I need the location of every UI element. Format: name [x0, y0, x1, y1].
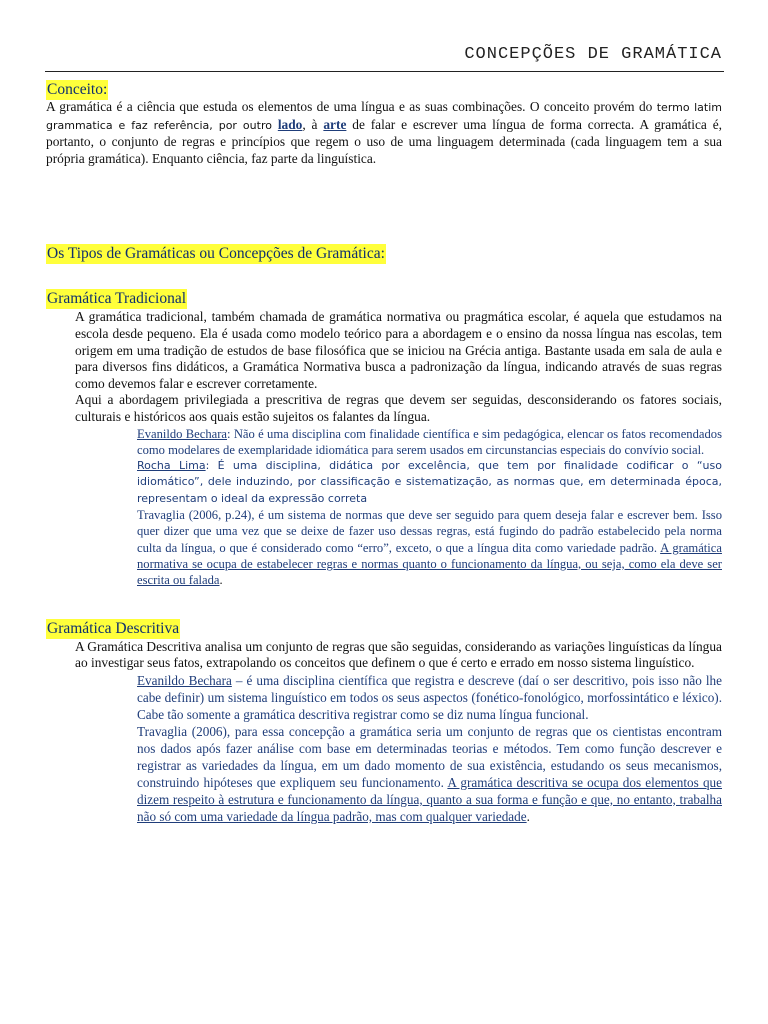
- descritiva-section: [75, 639, 722, 672]
- conceito-text-c: , à: [302, 116, 318, 132]
- quote-bechara-text: : Não é uma disciplina com finalidade científica e sim pedagógica, elencar os fatos recomendados como modelares de exemplaridade idiomática para serem usados em circunstancias especiais do convívio social.: [137, 426, 722, 457]
- header-divider: [45, 71, 724, 72]
- author-bechara-descritiva: Evanildo Bechara: [137, 672, 232, 688]
- quote-travaglia-text: Travaglia (2006, p.24), é um sistema de normas que deve ser seguido para quem deseja falar e escrever bem. Isso quer dizer que uma vez que se deixe de fazer uso dessas regras, está fugindo do padrão estabelecido pela norma culta da língua, o que é considerado como “erro”, exceto, o que a língua dita como variedade padrão.: [137, 508, 722, 555]
- quote-travaglia-descritiva-text: Travaglia (2006), para essa concepção a gramática seria um conjunto de regras que os cientistas encontram nos dados após fazer análise com base em determinadas teorias e métodos. Tem como função descrever e registrar as variedades da língua, em um dado momento de sua existência, estudando os seus mecanismos, construindo hipóteses que expliquem seu funcionamento.: [137, 723, 722, 790]
- quote-bechara-descritiva-text: – é uma disciplina científica que registra e descreve (daí o ser descritivo, pois isso não lhe cabe definir) um sistema linguístico em todos os seus aspectos (fonético-fonológico, morfossintático e léxico). Cabe tão somente a gramática descritiva registrar como se diz numa língua funcional.: [137, 672, 722, 722]
- conceito-text-d: de falar e escrever uma língua de forma correcta. A gramática é, portanto, o conjunto de regras e princípios que regem o uso de uma linguagem determinada (cada linguagem tem a sua própria gramática). Enquanto ciência, faz parte da linguística.: [46, 116, 723, 166]
- descritiva-quotes: [137, 672, 722, 825]
- quote-travaglia-descritiva-underline: A gramática descritiva se ocupa dos elementos que dizem respeito à estrutura e funcionamento da língua, quanto a sua forma e função e que, no entanto, trabalha não só com uma variedade da língua padrão, mas com qualquer variedade: [137, 774, 722, 824]
- tradicional-section: [75, 309, 722, 425]
- conceito-text-b: termo latim grammatica e faz referência, por outro: [46, 101, 722, 132]
- conceito-paragraph: [46, 99, 722, 167]
- quote-travaglia-underline: A gramática normativa se ocupa de estabelecer regras e normas quanto o funcionamento da língua, ou seja, como ela deve ser escrita ou falada: [137, 540, 722, 588]
- quote-rocha-lima: [137, 458, 722, 507]
- tradicional-heading: Gramática Tradicional: [47, 290, 187, 308]
- page-header-title: CONCEPÇÕES DE GRAMÁTICA: [464, 45, 722, 64]
- quote-bechara-tradicional: [137, 426, 722, 459]
- conceito-text-a: A gramática é a ciência que estuda os elementos de uma língua e as suas combinações. O conceito provém do: [46, 99, 653, 114]
- tradicional-quotes: [137, 426, 722, 589]
- tradicional-paragraph-1: A gramática tradicional, também chamada de gramática normativa ou pragmática escolar, é aquela que estudamos na escola desde pequeno. Ela é usada como modelo teórico para a abordagem e o ensino da nossa língua nas escolas, tem origem em uma tradição de estudos de base filosófica que se iniciou na Grécia antiga. Bastante usada em sala de aula e para diversos fins didáticos, a Gramática Normativa busca a padronização da língua, indicando através de suas regras como devemos falar e escrever corretamente.: [75, 309, 722, 391]
- quote-travaglia-tradicional: Travaglia (2006, p.24), é um sistema de normas que deve ser seguido para quem deseja falar e escrever bem. Isso quer dizer que uma vez que se deixe de fazer uso dessas regras, está fugindo do padrão estabelecido pela norma culta da língua, o que é considerado como “erro”, exceto, o que a língua dita como variedade padrão. A gramática normativa se ocupa de estabelecer regras e normas quanto o funcionamento da língua, ou seja, como ela deve ser escrita ou falada.: [137, 508, 722, 588]
- author-rocha-lima: Rocha Lima: [137, 459, 206, 473]
- author-bechara: Evanildo Bechara: [137, 426, 228, 441]
- link-arte[interactable]: arte: [323, 116, 347, 132]
- conceito-heading: Conceito:: [47, 81, 108, 98]
- document-body: [46, 80, 722, 825]
- descritiva-heading: Gramática Descritiva: [47, 619, 180, 637]
- quote-rocha-lima-text: : É uma disciplina, didática por excelência, que tem por finalidade codificar o “uso idiomático”, dele induzindo, por classificação e sistematização, as normas que, em determinada época, representam o ideal da expressão correta: [137, 459, 722, 505]
- tipos-heading: Os Tipos de Gramáticas ou Concepções de Gramática:: [47, 245, 385, 263]
- quote-bechara-descritiva: [137, 672, 722, 723]
- quote-travaglia-descritiva: Travaglia (2006), para essa concepção a gramática seria um conjunto de regras que os cientistas encontram nos dados após fazer análise com base em determinadas teorias e métodos. Tem como função descrever e registrar as variedades da língua, em um dado momento de sua existência, estudando os seus mecanismos, construindo hipóteses que expliquem seu funcionamento. A gramática descritiva se ocupa dos elementos que dizem respeito à estrutura e funcionamento da língua, quanto a sua forma e função e que, no entanto, trabalha não só com uma variedade da língua padrão, mas com qualquer variedade.: [137, 723, 722, 824]
- tradicional-paragraph-2: Aqui a abordagem privilegiada a prescritiva de regras que devem ser seguidas, desconsiderando os fatores sociais, culturais e históricos aos quais estão sujeitos os falantes da língua.: [75, 392, 722, 424]
- descritiva-paragraph: A Gramática Descritiva analisa um conjunto de regras que são seguidas, considerando as variações linguísticas da língua ao investigar seus fatos, extrapolando os conceitos que definem o que é certo e errado em nosso sistema linguístico.: [75, 638, 722, 671]
- link-lado[interactable]: lado: [277, 116, 303, 132]
